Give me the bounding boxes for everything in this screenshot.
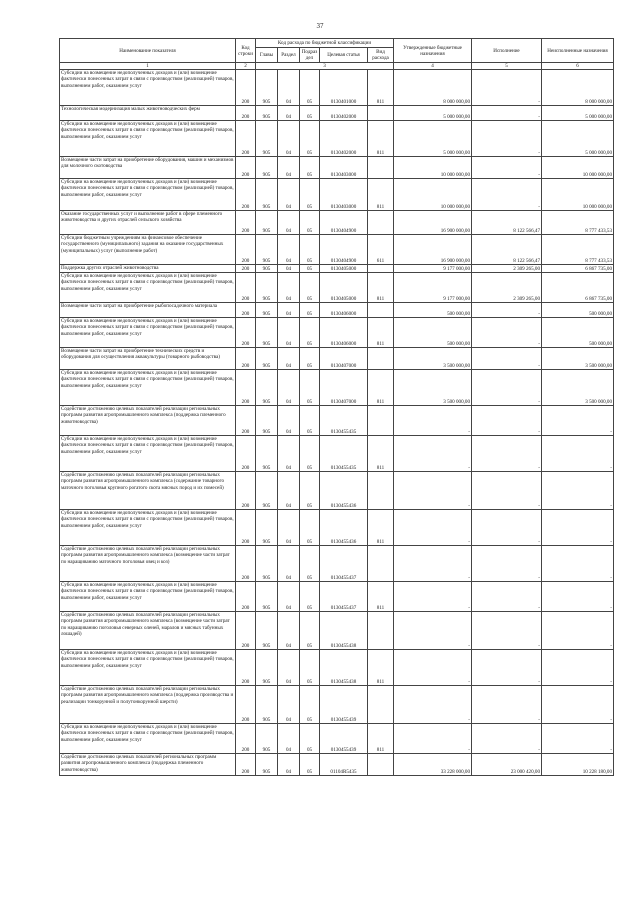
row-line-code: 200 bbox=[236, 472, 256, 510]
row-name: Субсидии на возмещение недополученных доходов и (или) возмещение фактически понесенных затрат в связи с производством (реализацией) товаров, выполнением работ, оказанием услуг bbox=[60, 370, 236, 406]
row-podrazdel: 05 bbox=[300, 754, 320, 776]
row-target-article: 0130406000 bbox=[320, 318, 368, 348]
row-razdel: 04 bbox=[278, 157, 300, 179]
row-target-article: 0130455436 bbox=[320, 472, 368, 510]
row-name: Субсидии на возмещение недополученных доходов и (или) возмещение фактически понесенных затрат в связи с производством (реализацией) товаров, выполнением работ, оказанием услуг bbox=[60, 70, 236, 106]
row-razdel: 04 bbox=[278, 724, 300, 754]
row-name: Субсидии на возмещение недополученных доходов и (или) возмещение фактически понесенных затрат в связи с производством (реализацией) товаров, выполнением работ, оказанием услуг bbox=[60, 436, 236, 472]
row-name: Содействие достижению целевых показателей реализации региональных программ развития агропромышленного комплекса (поддержка племенного животноводства) bbox=[60, 406, 236, 436]
row-glava: 905 bbox=[256, 303, 278, 318]
row-podrazdel: 05 bbox=[300, 472, 320, 510]
row-razdel: 04 bbox=[278, 472, 300, 510]
row-executed: - bbox=[472, 546, 542, 582]
row-unexecuted: 10 000 000,00 bbox=[542, 179, 614, 211]
row-name: Возмещение части затрат на приобретение рыбопосадочного материала bbox=[60, 303, 236, 318]
row-unexecuted: - bbox=[542, 650, 614, 686]
row-target-article: 0130455435 bbox=[320, 406, 368, 436]
row-unexecuted: - bbox=[542, 582, 614, 612]
row-razdel: 04 bbox=[278, 179, 300, 211]
row-unexecuted: - bbox=[542, 472, 614, 510]
row-razdel: 04 bbox=[278, 348, 300, 370]
row-line-code: 200 bbox=[236, 273, 256, 303]
table-row bbox=[60, 546, 614, 582]
table-row bbox=[60, 724, 614, 754]
row-razdel: 04 bbox=[278, 318, 300, 348]
row-unexecuted: 5 000 000,00 bbox=[542, 121, 614, 157]
row-executed: - bbox=[472, 686, 542, 724]
row-expense-type: 811 bbox=[368, 121, 394, 157]
row-glava: 905 bbox=[256, 235, 278, 265]
row-unexecuted: 8 777 433,53 bbox=[542, 211, 614, 235]
row-approved: 9 177 000,00 bbox=[394, 265, 472, 273]
row-name: Возмещение части затрат на приобретение технических средств и оборудования для осуществления аквакультуры (товарного рыбоводства) bbox=[60, 348, 236, 370]
row-target-article: 01104R5435 bbox=[320, 754, 368, 776]
table-row bbox=[60, 436, 614, 472]
row-approved: - bbox=[394, 510, 472, 546]
row-line-code: 200 bbox=[236, 303, 256, 318]
row-razdel: 04 bbox=[278, 211, 300, 235]
row-razdel: 04 bbox=[278, 436, 300, 472]
header-classification: Код расхода по бюджетной классификации bbox=[256, 39, 394, 48]
row-name: Содействие достижению целевых показателей реализации региональных программ развития агропромышленного комплекса (возмещение части затрат по наращиванию маточного поголовья овец и коз) bbox=[60, 546, 236, 582]
row-approved: 500 000,00 bbox=[394, 318, 472, 348]
row-glava: 905 bbox=[256, 612, 278, 650]
header-target-article: Целевая статья bbox=[320, 48, 368, 63]
row-name: Технологическая модернизация малых животноводческих ферм bbox=[60, 106, 236, 121]
table-row bbox=[60, 406, 614, 436]
row-target-article: 0130405000 bbox=[320, 265, 368, 273]
row-executed: - bbox=[472, 582, 542, 612]
budget-execution-table bbox=[59, 38, 614, 776]
row-executed: - bbox=[472, 157, 542, 179]
row-glava: 905 bbox=[256, 106, 278, 121]
row-podrazdel: 05 bbox=[300, 724, 320, 754]
table-row bbox=[60, 273, 614, 303]
row-glava: 905 bbox=[256, 406, 278, 436]
row-line-code: 200 bbox=[236, 546, 256, 582]
row-approved: 16 900 000,00 bbox=[394, 235, 472, 265]
row-name: Субсидии на возмещение недополученных доходов и (или) возмещение фактически понесенных затрат в связи с производством (реализацией) товаров, выполнением работ, оказанием услуг bbox=[60, 724, 236, 754]
row-executed: - bbox=[472, 436, 542, 472]
row-name: Содействие достижению целевых показателей реализации региональных программ развития агропромышленного комплекса (содержание товарного маточного поголовья крупного рогатого скота мясных пород и их помесей) bbox=[60, 472, 236, 510]
row-unexecuted: - bbox=[542, 406, 614, 436]
header-unexecuted: Неисполненные назначения bbox=[542, 39, 614, 63]
row-target-article: 0130455438 bbox=[320, 650, 368, 686]
row-razdel: 04 bbox=[278, 70, 300, 106]
table-row bbox=[60, 754, 614, 776]
row-podrazdel: 05 bbox=[300, 70, 320, 106]
row-line-code: 200 bbox=[236, 318, 256, 348]
row-glava: 905 bbox=[256, 582, 278, 612]
row-razdel: 04 bbox=[278, 650, 300, 686]
table-row bbox=[60, 582, 614, 612]
row-expense-type: 811 bbox=[368, 70, 394, 106]
row-expense-type: 611 bbox=[368, 235, 394, 265]
column-number: 6 bbox=[542, 63, 614, 70]
row-razdel: 04 bbox=[278, 235, 300, 265]
row-glava: 905 bbox=[256, 546, 278, 582]
row-podrazdel: 05 bbox=[300, 582, 320, 612]
table-row bbox=[60, 179, 614, 211]
row-executed: 2 309 265,00 bbox=[472, 273, 542, 303]
row-glava: 905 bbox=[256, 686, 278, 724]
column-number: 2 bbox=[236, 63, 256, 70]
row-unexecuted: 10 000 000,00 bbox=[542, 157, 614, 179]
row-unexecuted: 3 500 000,00 bbox=[542, 370, 614, 406]
row-podrazdel: 05 bbox=[300, 265, 320, 273]
row-line-code: 200 bbox=[236, 106, 256, 121]
row-line-code: 200 bbox=[236, 406, 256, 436]
row-expense-type bbox=[368, 472, 394, 510]
row-name: Поддержка других отраслей животноводства bbox=[60, 265, 236, 273]
row-expense-type: 811 bbox=[368, 510, 394, 546]
row-approved: 10 000 000,00 bbox=[394, 179, 472, 211]
row-expense-type: 811 bbox=[368, 179, 394, 211]
row-expense-type bbox=[368, 106, 394, 121]
row-target-article: 0130455436 bbox=[320, 510, 368, 546]
row-razdel: 04 bbox=[278, 754, 300, 776]
row-podrazdel: 05 bbox=[300, 211, 320, 235]
row-glava: 905 bbox=[256, 211, 278, 235]
row-expense-type: 811 bbox=[368, 650, 394, 686]
column-number: 5 bbox=[472, 63, 542, 70]
row-approved: 3 500 000,00 bbox=[394, 370, 472, 406]
column-number: 4 bbox=[394, 63, 472, 70]
header-approved: Утвержденные бюджетные назначения bbox=[394, 39, 472, 63]
row-line-code: 200 bbox=[236, 582, 256, 612]
table-row bbox=[60, 510, 614, 546]
row-expense-type bbox=[368, 348, 394, 370]
row-podrazdel: 05 bbox=[300, 179, 320, 211]
row-approved: - bbox=[394, 724, 472, 754]
row-glava: 905 bbox=[256, 370, 278, 406]
row-expense-type: 811 bbox=[368, 273, 394, 303]
table-row bbox=[60, 121, 614, 157]
header-razdel: Раздел bbox=[278, 48, 300, 63]
row-target-article: 0130401000 bbox=[320, 70, 368, 106]
row-target-article: 0130407000 bbox=[320, 348, 368, 370]
row-target-article: 0130455439 bbox=[320, 686, 368, 724]
row-approved: 5 000 000,00 bbox=[394, 121, 472, 157]
row-line-code: 200 bbox=[236, 235, 256, 265]
row-podrazdel: 05 bbox=[300, 106, 320, 121]
row-expense-type bbox=[368, 406, 394, 436]
row-target-article: 0130405000 bbox=[320, 273, 368, 303]
row-expense-type bbox=[368, 754, 394, 776]
row-glava: 905 bbox=[256, 157, 278, 179]
column-number-row bbox=[60, 63, 614, 70]
row-expense-type bbox=[368, 303, 394, 318]
row-approved: - bbox=[394, 612, 472, 650]
row-executed: - bbox=[472, 406, 542, 436]
row-executed: - bbox=[472, 472, 542, 510]
row-unexecuted: 8 000 000,00 bbox=[542, 70, 614, 106]
row-line-code: 200 bbox=[236, 612, 256, 650]
row-podrazdel: 05 bbox=[300, 235, 320, 265]
row-unexecuted: - bbox=[542, 436, 614, 472]
row-approved: - bbox=[394, 650, 472, 686]
row-podrazdel: 05 bbox=[300, 612, 320, 650]
row-name: Содействие достижению целевых показателей реализации региональных программ развития агропромышленного комплекса (поддержка производства и реализации тонкорунной и полутонкорунной шерсти) bbox=[60, 686, 236, 724]
table-row bbox=[60, 70, 614, 106]
row-razdel: 04 bbox=[278, 686, 300, 724]
table-row bbox=[60, 348, 614, 370]
row-podrazdel: 05 bbox=[300, 686, 320, 724]
row-expense-type bbox=[368, 211, 394, 235]
table-row bbox=[60, 318, 614, 348]
row-name: Субсидии на возмещение недополученных доходов и (или) возмещение фактически понесенных затрат в связи с производством (реализацией) товаров, выполнением работ, оказанием услуг bbox=[60, 273, 236, 303]
row-executed: - bbox=[472, 724, 542, 754]
row-glava: 905 bbox=[256, 510, 278, 546]
row-executed: 2 309 265,00 bbox=[472, 265, 542, 273]
row-line-code: 200 bbox=[236, 370, 256, 406]
row-target-article: 0130455438 bbox=[320, 612, 368, 650]
table-row bbox=[60, 157, 614, 179]
header-executed: Исполнение bbox=[472, 39, 542, 63]
row-unexecuted: - bbox=[542, 510, 614, 546]
header-name: Наименование показателя bbox=[60, 39, 236, 63]
row-line-code: 200 bbox=[236, 265, 256, 273]
row-approved: 5 000 000,00 bbox=[394, 106, 472, 121]
row-executed: - bbox=[472, 303, 542, 318]
column-number: 3 bbox=[256, 63, 394, 70]
header-line-code: Код строки bbox=[236, 39, 256, 63]
row-executed: - bbox=[472, 650, 542, 686]
row-approved: - bbox=[394, 436, 472, 472]
row-name: Субсидии на возмещение недополученных доходов и (или) возмещение фактически понесенных затрат в связи с производством (реализацией) товаров, выполнением работ, оказанием услуг bbox=[60, 318, 236, 348]
table-row bbox=[60, 106, 614, 121]
row-podrazdel: 05 bbox=[300, 650, 320, 686]
table-row bbox=[60, 211, 614, 235]
row-line-code: 200 bbox=[236, 211, 256, 235]
row-razdel: 04 bbox=[278, 265, 300, 273]
row-glava: 905 bbox=[256, 650, 278, 686]
row-approved: 3 500 000,00 bbox=[394, 348, 472, 370]
table-row bbox=[60, 612, 614, 650]
row-name: Содействие достижению целевых показателей реализации региональных программ развития агропромышленного комплекса (возмещение части затрат по наращиванию поголовья северных оленей, маралов и мясных табунных лошадей) bbox=[60, 612, 236, 650]
row-glava: 905 bbox=[256, 348, 278, 370]
header-glava: Главы bbox=[256, 48, 278, 63]
column-number: 1 bbox=[60, 63, 236, 70]
row-expense-type: 811 bbox=[368, 436, 394, 472]
row-podrazdel: 05 bbox=[300, 406, 320, 436]
row-executed: - bbox=[472, 370, 542, 406]
row-target-article: 0130403000 bbox=[320, 179, 368, 211]
row-razdel: 04 bbox=[278, 121, 300, 157]
row-podrazdel: 05 bbox=[300, 303, 320, 318]
row-approved: 9 177 000,00 bbox=[394, 273, 472, 303]
row-expense-type: 811 bbox=[368, 582, 394, 612]
row-glava: 905 bbox=[256, 70, 278, 106]
row-name: Субсидии бюджетным учреждениям на финансовое обеспечение государственного (муниципального) задания на оказание государственных (муниципальных) услуг (выполнение работ) bbox=[60, 235, 236, 265]
row-razdel: 04 bbox=[278, 303, 300, 318]
row-line-code: 200 bbox=[236, 157, 256, 179]
row-target-article: 0130455437 bbox=[320, 582, 368, 612]
row-glava: 905 bbox=[256, 436, 278, 472]
header-expense-type: Вид расхода bbox=[368, 48, 394, 63]
row-executed: - bbox=[472, 106, 542, 121]
page-number: 37 bbox=[316, 22, 324, 30]
row-target-article: 0130407000 bbox=[320, 370, 368, 406]
row-executed: - bbox=[472, 510, 542, 546]
row-expense-type: 811 bbox=[368, 724, 394, 754]
row-approved: - bbox=[394, 546, 472, 582]
row-executed: - bbox=[472, 121, 542, 157]
row-line-code: 200 bbox=[236, 70, 256, 106]
row-approved: 10 000 000,00 bbox=[394, 157, 472, 179]
row-line-code: 200 bbox=[236, 754, 256, 776]
row-podrazdel: 05 bbox=[300, 121, 320, 157]
row-target-article: 0130455439 bbox=[320, 724, 368, 754]
row-unexecuted: - bbox=[542, 724, 614, 754]
row-unexecuted: 6 867 735,00 bbox=[542, 273, 614, 303]
row-target-article: 0130406000 bbox=[320, 303, 368, 318]
row-executed: - bbox=[472, 179, 542, 211]
row-expense-type bbox=[368, 612, 394, 650]
row-expense-type bbox=[368, 686, 394, 724]
row-glava: 905 bbox=[256, 754, 278, 776]
row-line-code: 200 bbox=[236, 686, 256, 724]
row-glava: 905 bbox=[256, 318, 278, 348]
row-target-article: 0130402000 bbox=[320, 121, 368, 157]
row-podrazdel: 05 bbox=[300, 273, 320, 303]
row-razdel: 04 bbox=[278, 582, 300, 612]
row-glava: 905 bbox=[256, 265, 278, 273]
row-executed: - bbox=[472, 348, 542, 370]
table-row bbox=[60, 265, 614, 273]
row-executed: - bbox=[472, 70, 542, 106]
row-glava: 905 bbox=[256, 273, 278, 303]
row-executed: - bbox=[472, 612, 542, 650]
table-row bbox=[60, 370, 614, 406]
row-approved: 8 000 000,00 bbox=[394, 70, 472, 106]
table-row bbox=[60, 235, 614, 265]
row-target-article: 0130455437 bbox=[320, 546, 368, 582]
row-name: Содействие достижению целевых показателей региональных программ развития агропромышленного комплекса (поддержка племенного животноводства) bbox=[60, 754, 236, 776]
row-razdel: 04 bbox=[278, 106, 300, 121]
row-target-article: 0130402000 bbox=[320, 106, 368, 121]
row-executed: 8 122 566,47 bbox=[472, 211, 542, 235]
row-unexecuted: - bbox=[542, 612, 614, 650]
row-razdel: 04 bbox=[278, 406, 300, 436]
table-row bbox=[60, 303, 614, 318]
row-line-code: 200 bbox=[236, 510, 256, 546]
row-name: Субсидии на возмещение недополученных доходов и (или) возмещение фактически понесенных затрат в связи с производством (реализацией) товаров, выполнением работ, оказанием услуг bbox=[60, 582, 236, 612]
table-row bbox=[60, 650, 614, 686]
row-unexecuted: 500 000,00 bbox=[542, 318, 614, 348]
row-unexecuted: 8 777 433,53 bbox=[542, 235, 614, 265]
row-target-article: 0130404900 bbox=[320, 211, 368, 235]
row-approved: - bbox=[394, 472, 472, 510]
row-razdel: 04 bbox=[278, 546, 300, 582]
row-approved: 16 900 000,00 bbox=[394, 211, 472, 235]
row-podrazdel: 05 bbox=[300, 157, 320, 179]
row-name: Субсидии на возмещение недополученных доходов и (или) возмещение фактически понесенных затрат в связи с производством (реализацией) товаров, выполнением работ, оказанием услуг bbox=[60, 121, 236, 157]
row-razdel: 04 bbox=[278, 510, 300, 546]
row-approved: - bbox=[394, 406, 472, 436]
row-unexecuted: - bbox=[542, 546, 614, 582]
row-expense-type bbox=[368, 157, 394, 179]
row-name: Субсидии на возмещение недополученных доходов и (или) возмещение фактически понесенных затрат в связи с производством (реализацией) товаров, выполнением работ, оказанием услуг bbox=[60, 510, 236, 546]
row-executed: - bbox=[472, 318, 542, 348]
row-name: Возмещение части затрат на приобретение оборудования, машин и механизмов для молочного скотоводства bbox=[60, 157, 236, 179]
row-podrazdel: 05 bbox=[300, 510, 320, 546]
row-podrazdel: 05 bbox=[300, 436, 320, 472]
table-row bbox=[60, 686, 614, 724]
row-razdel: 04 bbox=[278, 612, 300, 650]
row-line-code: 200 bbox=[236, 348, 256, 370]
row-approved: 33 228 000,00 bbox=[394, 754, 472, 776]
row-target-article: 0130404900 bbox=[320, 235, 368, 265]
row-target-article: 0130403000 bbox=[320, 157, 368, 179]
row-unexecuted: 3 500 000,00 bbox=[542, 348, 614, 370]
row-glava: 905 bbox=[256, 724, 278, 754]
row-unexecuted: 6 867 735,00 bbox=[542, 265, 614, 273]
row-expense-type: 811 bbox=[368, 318, 394, 348]
row-executed: 23 000 420,00 bbox=[472, 754, 542, 776]
row-target-article: 0130455435 bbox=[320, 436, 368, 472]
row-approved: 500 000,00 bbox=[394, 303, 472, 318]
row-line-code: 200 bbox=[236, 724, 256, 754]
row-line-code: 200 bbox=[236, 179, 256, 211]
row-name: Субсидии на возмещение недополученных доходов и (или) возмещение фактически понесенных затрат в связи с производством (реализацией) товаров, выполнением работ, оказанием услуг bbox=[60, 179, 236, 211]
row-line-code: 200 bbox=[236, 121, 256, 157]
row-approved: - bbox=[394, 686, 472, 724]
row-razdel: 04 bbox=[278, 273, 300, 303]
row-podrazdel: 05 bbox=[300, 318, 320, 348]
row-line-code: 200 bbox=[236, 650, 256, 686]
row-glava: 905 bbox=[256, 472, 278, 510]
row-executed: 8 122 566,47 bbox=[472, 235, 542, 265]
row-podrazdel: 05 bbox=[300, 370, 320, 406]
row-expense-type: 811 bbox=[368, 370, 394, 406]
row-unexecuted: - bbox=[542, 686, 614, 724]
row-razdel: 04 bbox=[278, 370, 300, 406]
row-unexecuted: 5 000 000,00 bbox=[542, 106, 614, 121]
row-expense-type bbox=[368, 546, 394, 582]
row-podrazdel: 05 bbox=[300, 348, 320, 370]
row-expense-type bbox=[368, 265, 394, 273]
row-glava: 905 bbox=[256, 179, 278, 211]
row-podrazdel: 05 bbox=[300, 546, 320, 582]
row-approved: - bbox=[394, 582, 472, 612]
row-name: Субсидии на возмещение недополученных доходов и (или) возмещение фактически понесенных затрат в связи с производством (реализацией) товаров, выполнением работ, оказанием услуг bbox=[60, 650, 236, 686]
row-unexecuted: 10 228 180,00 bbox=[542, 754, 614, 776]
row-line-code: 200 bbox=[236, 436, 256, 472]
table-row bbox=[60, 472, 614, 510]
row-name: Оказание государственных услуг и выполнение работ в сфере племенного животноводства и других отраслей сельского хозяйства bbox=[60, 211, 236, 235]
row-glava: 905 bbox=[256, 121, 278, 157]
row-unexecuted: 500 000,00 bbox=[542, 303, 614, 318]
header-podrazdel: Подраз дел bbox=[300, 48, 320, 63]
